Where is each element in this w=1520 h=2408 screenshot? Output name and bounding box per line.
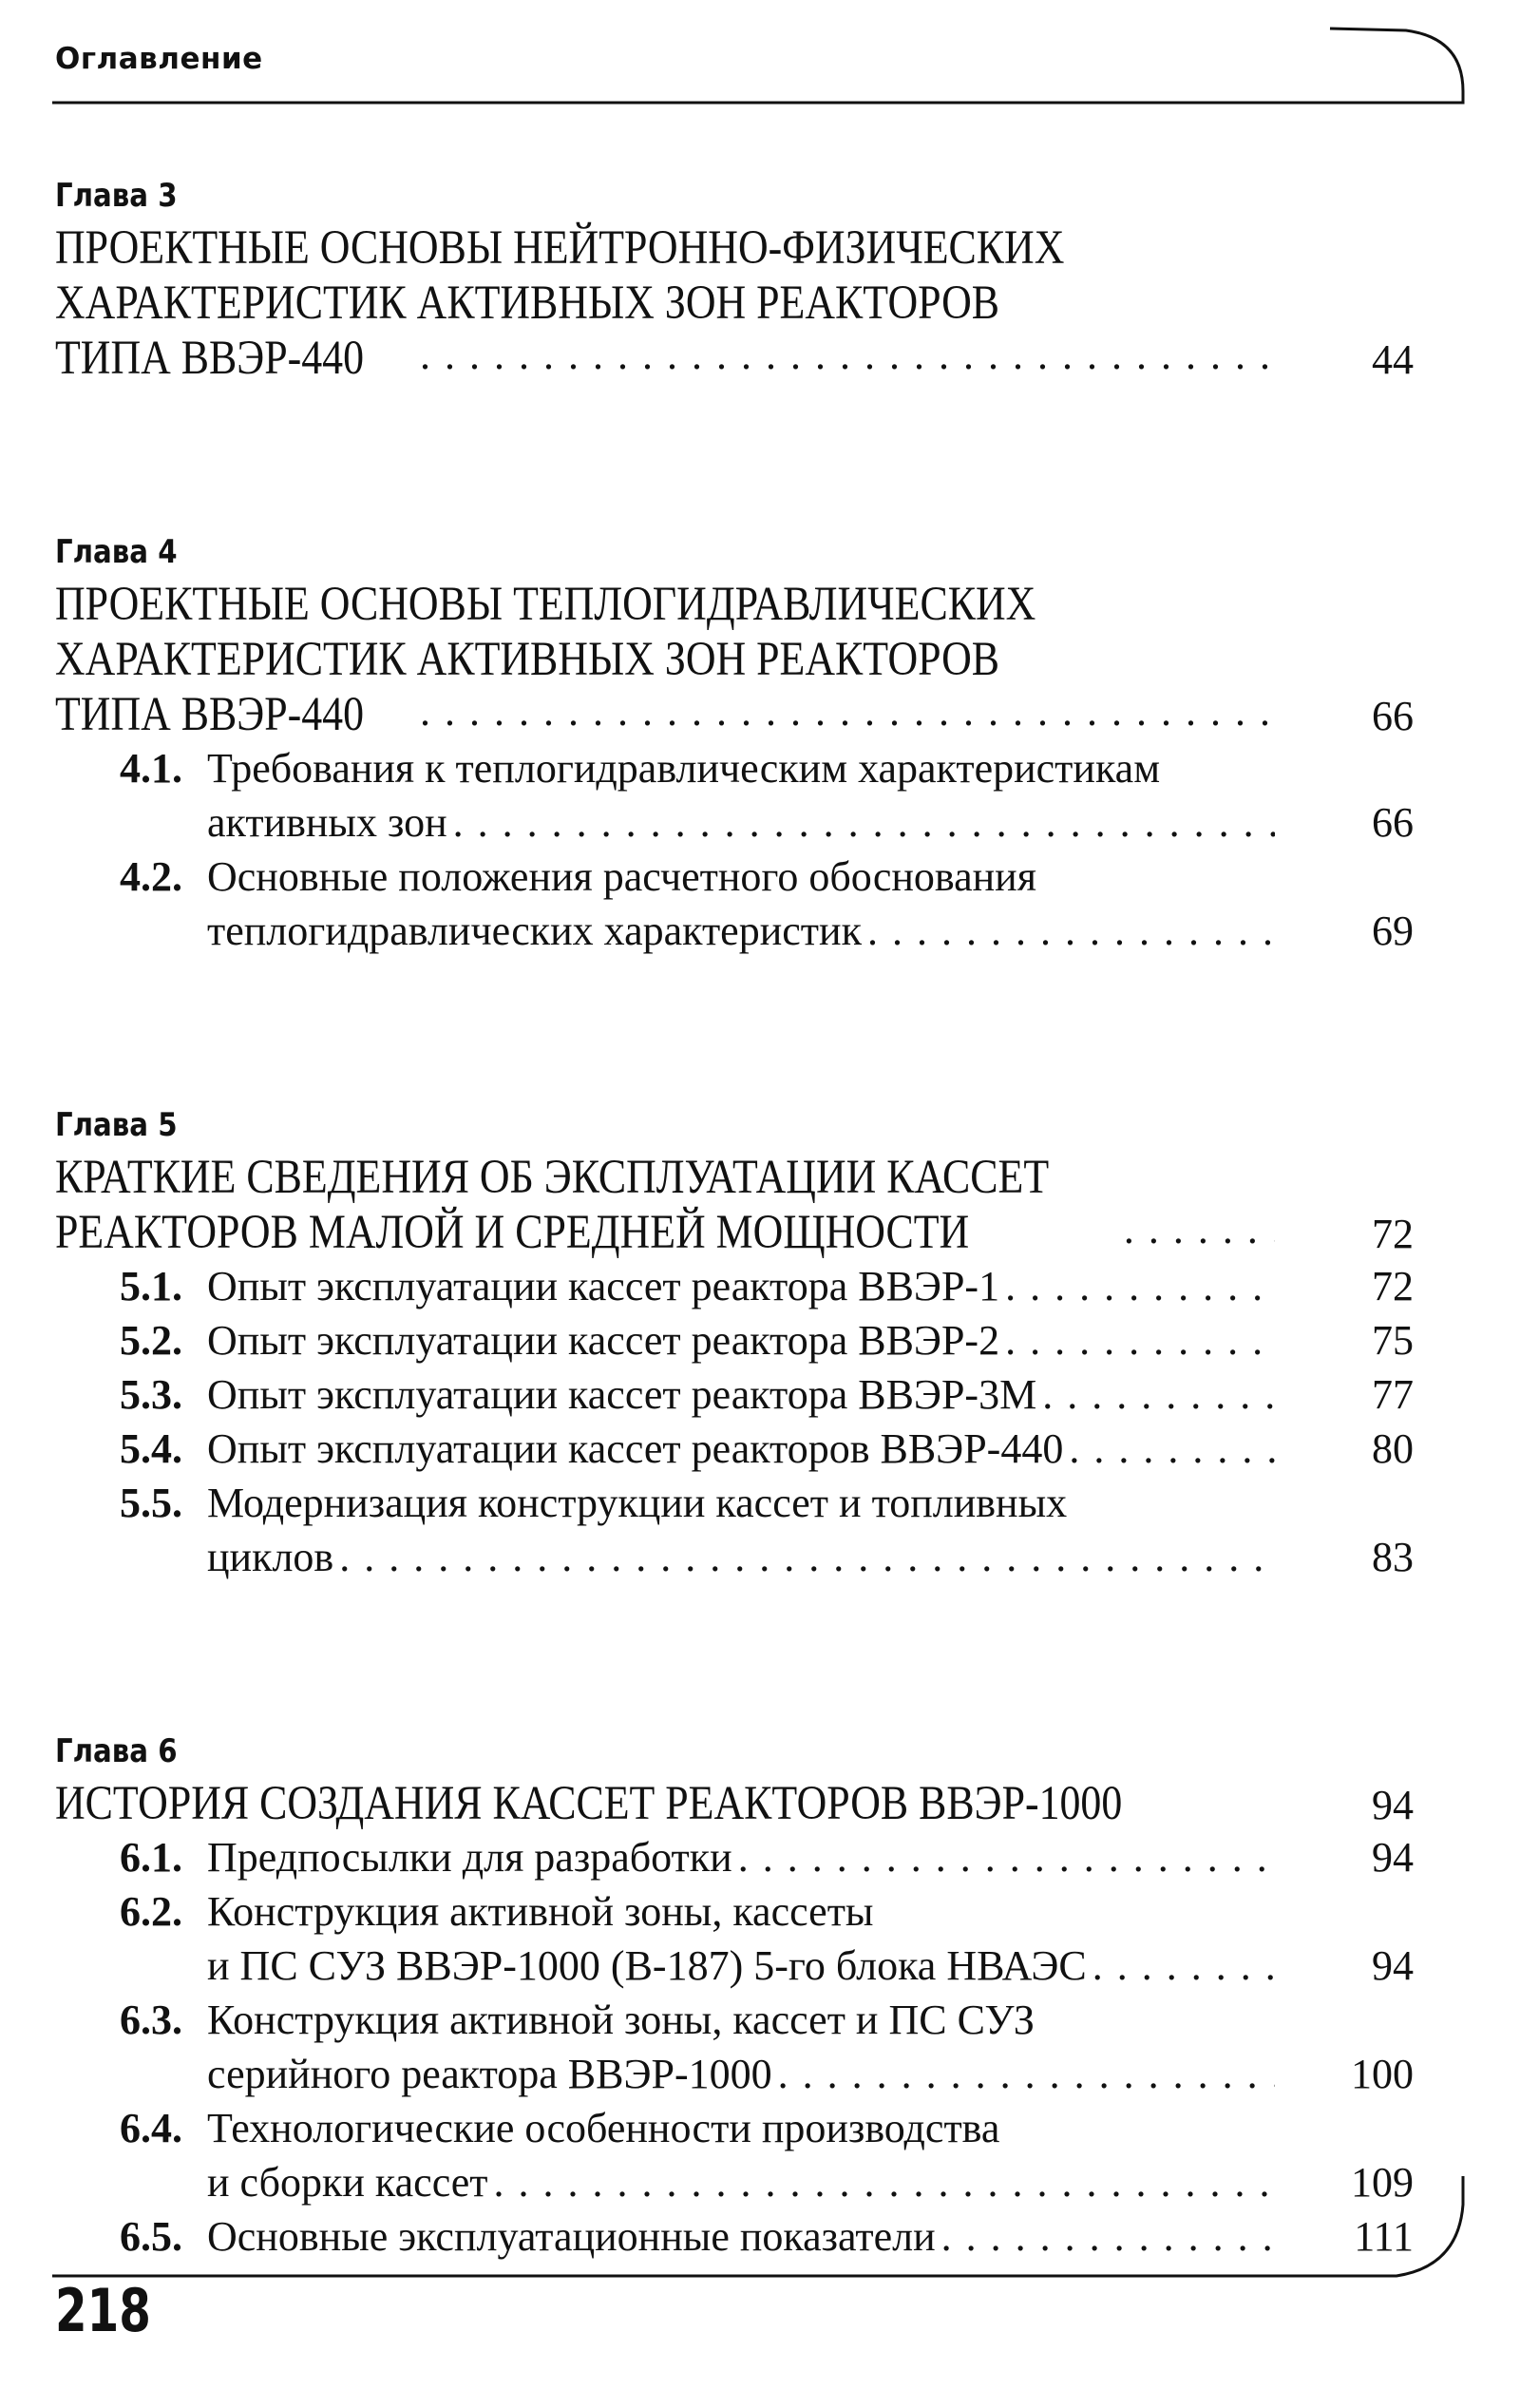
chapter-label: Глава 3 [55, 177, 178, 215]
leader-dots [941, 2209, 1275, 2264]
chapter-title-text: РЕАКТОРОВ МАЛОЙ И СРЕДНЕЙ МОЩНОСТИ [55, 1206, 970, 1259]
page-ref: 69 [1372, 908, 1414, 954]
leader-dots [738, 1830, 1275, 1884]
page-ref: 94 [1372, 1942, 1414, 1989]
section-title: Модернизация конструкции кассет и топливных [207, 1480, 1068, 1526]
section-number: 6.5. [120, 2213, 182, 2260]
section-first-line [55, 1993, 1454, 2047]
chapter-title-row[interactable] [55, 331, 1454, 385]
section-title: и сборки кассет [207, 2159, 488, 2206]
page-ref: 94 [1372, 1834, 1414, 1881]
page-ref: 66 [1372, 693, 1414, 739]
chapter-title-line: ПРОЕКТНЫЕ ОСНОВЫ ТЕПЛОГИДРАВЛИЧЕСКИХ [55, 578, 1036, 631]
page-ref: 94 [1372, 1782, 1414, 1828]
section-title: Основные эксплуатационные показатели [207, 2213, 936, 2260]
section-title: серийного реактора ВВЭР-1000 [207, 2051, 772, 2097]
chapter-title-line: ХАРАКТЕРИСТИК АКТИВНЫХ ЗОН РЕАКТОРОВ [55, 633, 1000, 686]
page-ref: 66 [1372, 799, 1414, 846]
section-title: Опыт эксплуатации кассет реактора ВВЭР-3М [207, 1371, 1037, 1418]
section-first-line [55, 741, 1454, 795]
page-ref: 100 [1351, 2051, 1414, 2097]
section-title: циклов [207, 1534, 334, 1580]
section-number: 5.3. [120, 1371, 182, 1418]
page-ref: 109 [1351, 2159, 1414, 2206]
chapter-title-line: ПРОЕКТНЫЕ ОСНОВЫ НЕЙТРОННО-ФИЗИЧЕСКИХ [55, 221, 1065, 275]
section-number: 5.2. [120, 1317, 182, 1364]
page-ref: 72 [1372, 1211, 1414, 1257]
page-ref: 75 [1372, 1317, 1414, 1364]
leader-dots [1005, 1313, 1275, 1367]
toc-entry[interactable] [55, 1939, 1454, 1993]
chapter-title-row[interactable] [55, 1205, 1454, 1259]
section-title: теплогидравлических характеристик [207, 908, 862, 954]
section-title: Конструкция активной зоны, кассеты [207, 1888, 874, 1935]
section-number: 6.4. [120, 2105, 182, 2151]
section-first-line [55, 1476, 1454, 1530]
toc-entry[interactable] [55, 2209, 1454, 2264]
section-title: Требования к теплогидравлическим характеристикам [207, 745, 1161, 792]
chapter-label: Глава 5 [55, 1106, 178, 1144]
section-first-line [55, 850, 1454, 904]
toc-entry[interactable] [55, 904, 1454, 958]
chapter-title-text: ТИПА ВВЭР-440 [55, 688, 365, 741]
leader-dots [1069, 1422, 1275, 1476]
leader-dots [867, 904, 1275, 958]
toc-entry[interactable] [55, 1530, 1454, 1584]
chapter-title-text: ТИПА ВВЭР-440 [55, 332, 365, 385]
page-ref: 111 [1354, 2213, 1414, 2260]
section-number: 5.1. [120, 1263, 182, 1309]
section-title: Конструкция активной зоны, кассет и ПС СУЗ [207, 1997, 1035, 2043]
section-title: активных зон [207, 799, 447, 846]
toc-entry[interactable] [55, 1422, 1454, 1476]
section-first-line [55, 1884, 1454, 1939]
leader-dots [420, 687, 1275, 742]
chapter-label: Глава 4 [55, 533, 178, 571]
leader-dots [1005, 1259, 1275, 1313]
toc-entry[interactable] [55, 2047, 1454, 2101]
section-title: Опыт эксплуатации кассет реактора ВВЭР-2 [207, 1317, 1000, 1364]
toc-entry[interactable] [55, 1830, 1454, 1884]
chapter-label: Глава 6 [55, 1732, 178, 1770]
leader-dots [1092, 1939, 1275, 1993]
toc-entry[interactable] [55, 2155, 1454, 2209]
page-ref: 72 [1372, 1263, 1414, 1309]
toc-entry[interactable] [55, 1313, 1454, 1367]
section-number: 5.5. [120, 1480, 182, 1526]
leader-dots [494, 2155, 1275, 2209]
chapter-3 [55, 171, 1454, 385]
section-title: и ПС СУЗ ВВЭР-1000 (В-187) 5-го блока НВАЭС [207, 1942, 1087, 1989]
toc-entry[interactable] [55, 1367, 1454, 1422]
leader-dots [1124, 1205, 1275, 1260]
section-title: Основные положения расчетного обоснования [207, 853, 1036, 900]
page-ref: 77 [1372, 1371, 1414, 1418]
section-number: 5.4. [120, 1425, 182, 1472]
chapter-4 [55, 527, 1454, 958]
section-number: 4.1. [120, 745, 182, 792]
leader-dots [339, 1530, 1275, 1584]
chapter-title-line: КРАТКИЕ СВЕДЕНИЯ ОБ ЭКСПЛУАТАЦИИ КАССЕТ [55, 1151, 1050, 1204]
chapter-title-row[interactable] [55, 687, 1454, 741]
page-ref: 44 [1372, 336, 1414, 383]
table-of-contents [55, 171, 1454, 2264]
section-title: Опыт эксплуатации кассет реакторов ВВЭР-440 [207, 1425, 1064, 1472]
section-number: 6.2. [120, 1888, 182, 1935]
section-first-line [55, 2101, 1454, 2155]
section-title: Опыт эксплуатации кассет реактора ВВЭР-1 [207, 1263, 1000, 1309]
toc-entry[interactable] [55, 795, 1454, 850]
page-ref: 83 [1372, 1534, 1414, 1580]
toc-entry[interactable] [55, 1259, 1454, 1313]
chapter-title-text: ИСТОРИЯ СОЗДАНИЯ КАССЕТ РЕАКТОРОВ ВВЭР-1000 [55, 1777, 1123, 1830]
leader-dots [453, 795, 1275, 850]
leader-dots [420, 331, 1275, 386]
section-title: Предпосылки для разработки [207, 1834, 732, 1881]
running-head: Оглавление [55, 42, 263, 76]
section-number: 6.3. [120, 1997, 182, 2043]
leader-dots [778, 2047, 1275, 2101]
section-number: 4.2. [120, 853, 182, 900]
chapter-title-line: ХАРАКТЕРИСТИК АКТИВНЫХ ЗОН РЕАКТОРОВ [55, 277, 1000, 330]
chapter-title-row[interactable] [55, 1776, 1454, 1830]
section-title: Технологические особенности производства [207, 2105, 1000, 2151]
chapter-5 [55, 1100, 1454, 1584]
page-number: 218 [55, 2276, 151, 2345]
section-number: 6.1. [120, 1834, 182, 1881]
leader-dots [1042, 1367, 1275, 1422]
page-ref: 80 [1372, 1425, 1414, 1472]
chapter-6 [55, 1727, 1454, 2264]
